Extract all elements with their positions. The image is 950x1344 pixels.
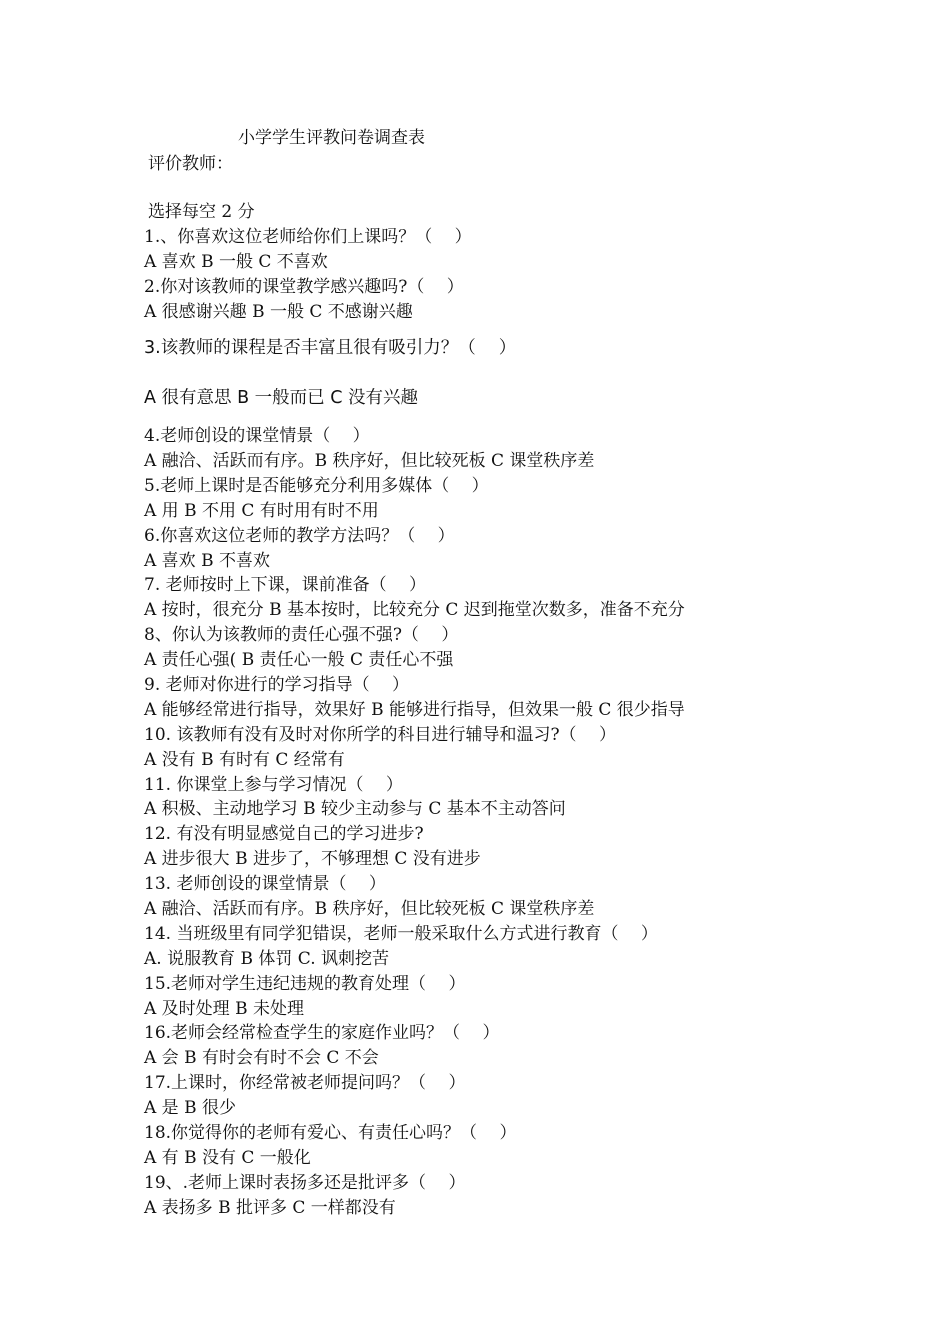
answer-options-17: A 是 B 很少: [144, 1098, 236, 1119]
answer-options-3: A 很有意思 B 一般而已 C 没有兴趣: [144, 388, 419, 409]
question-6: 6.你喜欢这位老师的教学方法吗？（ ）: [144, 525, 455, 546]
answer-options-13: A 融洽、活跃而有序。B 秩序好，但比较死板 C 课堂秩序差: [144, 898, 595, 919]
question-11: 11. 你课堂上参与学习情况（ ）: [144, 774, 403, 795]
evaluator-label: 评价教师：: [148, 154, 233, 174]
questionnaire: [144, 200, 914, 1221]
question-16: 16.老师会经常检查学生的家庭作业吗？（ ）: [144, 1023, 500, 1044]
question-13: 13. 老师创设的课堂情景（ ）: [144, 874, 386, 895]
question-19: 19、.老师上课时表扬多还是批评多（ ）: [144, 1172, 466, 1193]
question-3: 3.该教师的课程是否丰富且很有吸引力？（ ）: [144, 338, 517, 359]
question-5: 5.老师上课时是否能够充分利用多媒体（ ）: [144, 475, 489, 496]
question-18: 18.你觉得你的老师有爱心、有责任心吗？（ ）: [144, 1122, 517, 1143]
answer-options-7: A 按时，很充分 B 基本按时，比较充分 C 迟到拖堂次数多，准备不充分: [144, 600, 685, 621]
answer-options-2: A 很感谢兴趣 B 一般 C 不感谢兴趣: [144, 301, 413, 322]
answer-options-8: A 责任心强( B 责任心一般 C 责任心不强: [144, 650, 454, 671]
answer-options-15: A 及时处理 B 未处理: [144, 998, 304, 1019]
answer-options-5: A 用 B 不用 C 有时用有时不用: [144, 500, 379, 521]
answer-options-9: A 能够经常进行指导，效果好 B 能够进行指导，但效果一般 C 很少指导: [144, 699, 685, 720]
question-1: 1.、你喜欢这位老师给你们上课吗？（ ）: [144, 226, 472, 247]
answer-options-14: A. 说服教育 B 体罚 C. 讽刺挖苦: [144, 948, 389, 969]
scoring-note: 选择每空 2 分: [148, 202, 255, 222]
answer-options-1: A 喜欢 B 一般 C 不喜欢: [144, 251, 328, 272]
answer-options-16: A 会 B 有时会有时不会 C 不会: [144, 1048, 379, 1069]
question-15: 15.老师对学生违纪违规的教育处理（ ）: [144, 973, 466, 994]
answer-options-18: A 有 B 没有 C 一般化: [144, 1147, 311, 1168]
question-14: 14. 当班级里有同学犯错误，老师一般采取什么方式进行教育（ ）: [144, 923, 658, 944]
question-2: 2.你对该教师的课堂教学感兴趣吗?（ ）: [144, 276, 464, 297]
question-10: 10. 该教师有没有及时对你所学的科目进行辅导和温习?（ ）: [144, 724, 616, 745]
answer-options-6: A 喜欢 B 不喜欢: [144, 550, 270, 571]
question-4: 4.老师创设的课堂情景（ ）: [144, 426, 370, 447]
document-title: 小学学生评教问卷调查表: [238, 128, 425, 148]
answer-options-4: A 融洽、活跃而有序。B 秩序好，但比较死板 C 课堂秩序差: [144, 450, 595, 471]
answer-options-19: A 表扬多 B 批评多 C 一样都没有: [144, 1197, 396, 1218]
question-17: 17.上课时，你经常被老师提问吗？（ ）: [144, 1073, 466, 1094]
answer-options-10: A 没有 B 有时有 C 经常有: [144, 749, 345, 770]
question-7: 7. 老师按时上下课，课前准备（ ）: [144, 575, 427, 596]
question-list: [144, 225, 914, 1221]
answer-options-12: A 进步很大 B 进步了，不够理想 C 没有进步: [144, 849, 481, 870]
question-9: 9. 老师对你进行的学习指导（ ）: [144, 674, 410, 695]
question-8: 8、你认为该教师的责任心强不强?（ ）: [144, 625, 459, 646]
question-12: 12. 有没有明显感觉自己的学习进步?: [144, 824, 424, 845]
answer-options-11: A 积极、主动地学习 B 较少主动参与 C 基本不主动答问: [144, 799, 566, 820]
